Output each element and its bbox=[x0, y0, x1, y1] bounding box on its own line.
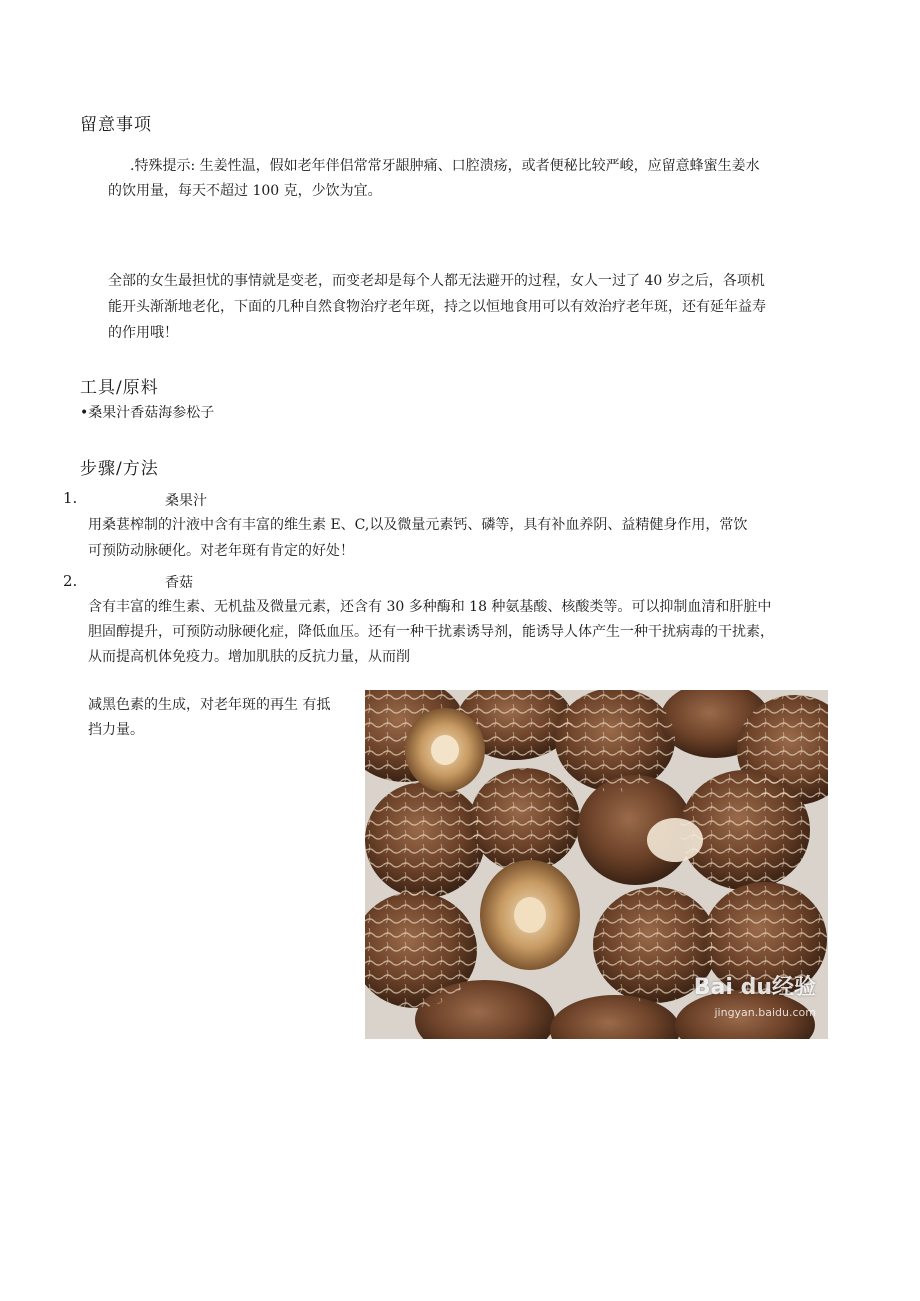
step-2-side-line1: 减黑色素的生成，对老年斑的再生 有抵 bbox=[88, 697, 331, 713]
tools-item: •桑果汁香菇海参松子 bbox=[80, 405, 215, 421]
intro-line3: 的作用哦！ bbox=[108, 325, 178, 341]
step-1-title: 桑果汁 bbox=[165, 493, 207, 509]
step-2-number: 2. bbox=[63, 572, 78, 590]
step-2-title: 香菇 bbox=[165, 575, 193, 591]
steps-heading: 步骤/方法 bbox=[80, 459, 159, 479]
intro-line2: 能开头渐渐地老化，下面的几种自然食物治疗老年斑，持之以恒地食用可以有效治疗老年斑，还有延年益寿 bbox=[108, 299, 766, 315]
mushroom-photo bbox=[365, 690, 828, 1039]
step-2-line3: 从而提高机体免疫力。增加肌肤的反抗力量，从而削 bbox=[88, 649, 410, 665]
step-2-side-line2: 挡力量。 bbox=[88, 722, 144, 738]
notes-heading: 留意事项 bbox=[80, 115, 152, 135]
step-1-line1: 用桑葚榨制的汁液中含有丰富的维生素 E、C,以及微量元素钙、磷等，具有补血养阴、益精健身作用，常饮 bbox=[88, 517, 748, 533]
notes-tip-line1: .特殊提示: 生姜性温，假如老年伴侣常常牙龈肿痛、口腔溃疡，或者便秘比较严峻，应留意蜂蜜生姜水 bbox=[130, 158, 760, 174]
tools-heading: 工具/原料 bbox=[80, 378, 159, 398]
baidu-watermark-url: jingyan.baidu.com bbox=[714, 1006, 816, 1019]
step-1-number: 1. bbox=[63, 489, 78, 507]
intro-line1: 全部的女生最担忧的事情就是变老，而变老却是每个人都无法避开的过程，女人一过了 40 岁之后，各项机 bbox=[108, 273, 765, 289]
baidu-watermark-logo: Bai du经验 bbox=[693, 975, 816, 1000]
notes-tip-line2: 的饮用量，每天不超过 100 克，少饮为宜。 bbox=[108, 183, 382, 199]
step-2-line2: 胆固醇提升，可预防动脉硬化症，降低血压。还有一种干扰素诱导剂，能诱导人体产生一种干扰病毒的干扰素， bbox=[88, 624, 774, 640]
step-2-line1: 含有丰富的维生素、无机盐及微量元素，还含有 30 多种酶和 18 种氨基酸、核酸类等。可以抑制血清和肝脏中 bbox=[88, 599, 772, 615]
step-1-line2: 可预防动脉硬化。对老年斑有肯定的好处！ bbox=[88, 543, 354, 559]
